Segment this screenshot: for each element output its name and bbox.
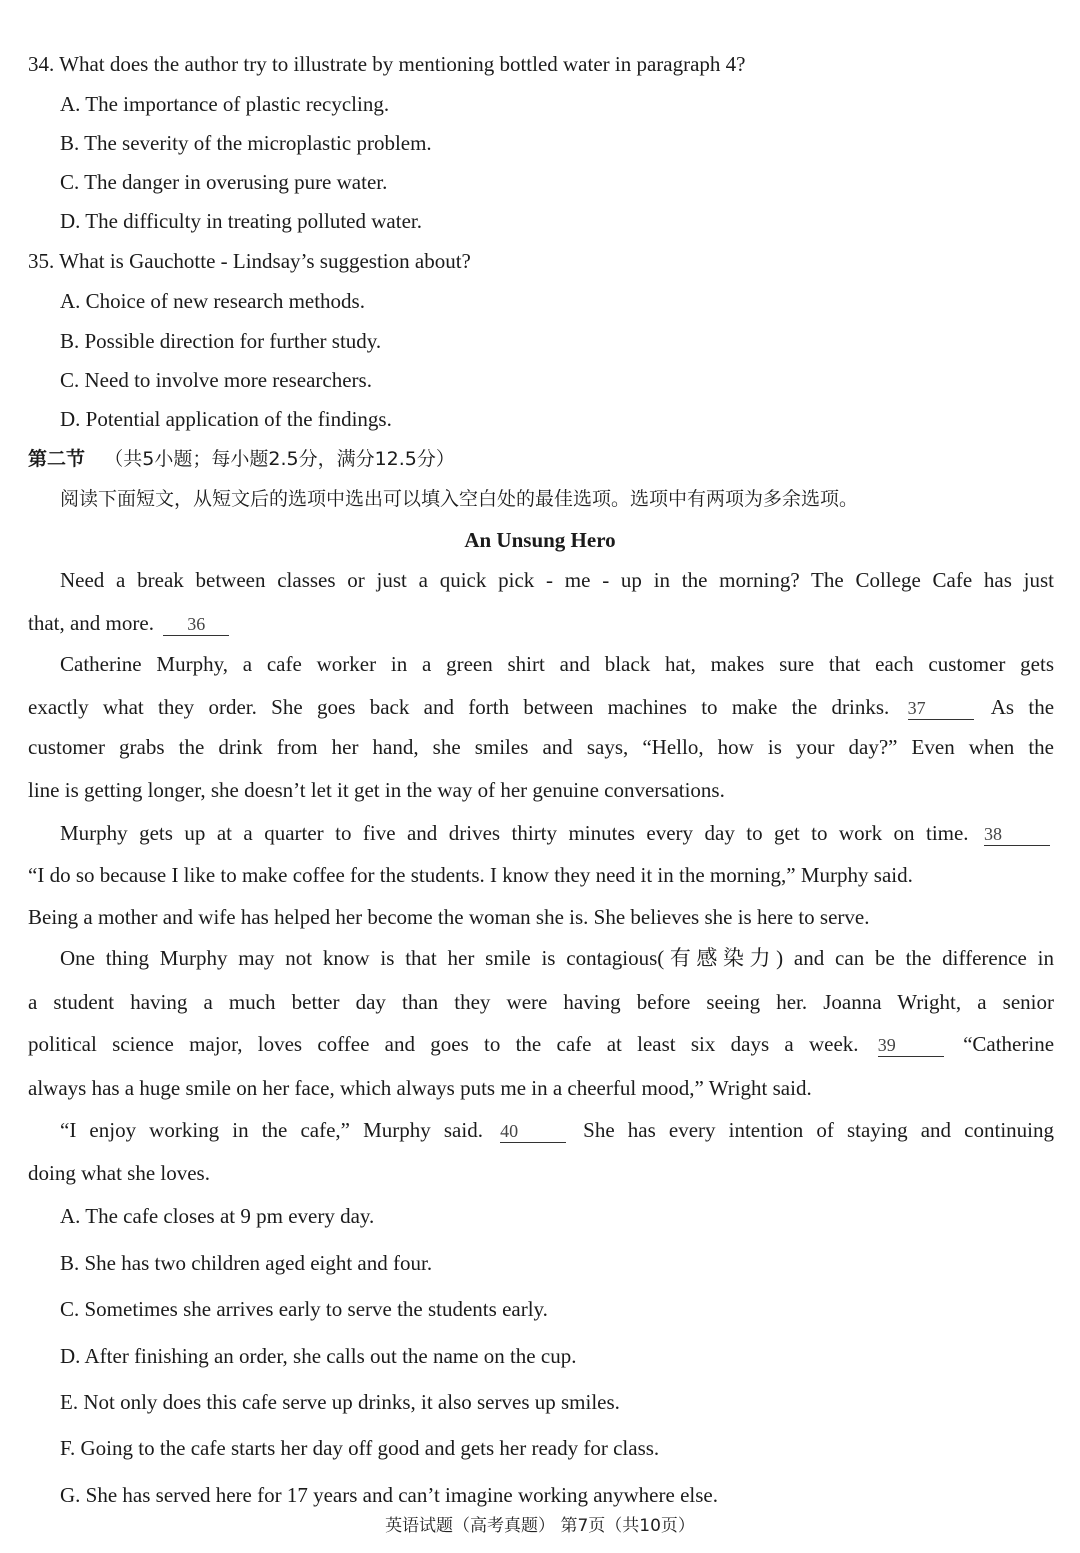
p5-line1 [60, 1116, 1054, 1144]
p1-line2 [28, 609, 1054, 637]
q34-option-a: A. The importance of plastic recycling. [60, 92, 390, 116]
p2-line2 [28, 693, 1054, 721]
p2-line1: Catherine Murphy, a cafe worker in a green shirt and black hat, makes sure that each customer gets [60, 652, 1054, 676]
p4-line1: One thing Murphy may not know is that her smile is contagious(有感染力) and can be the difference in [60, 946, 1054, 970]
p2-line3: customer grabs the drink from her hand, she smiles and says, “Hello, how is your day?” Even when the [28, 735, 1054, 759]
p3-line1-text: Murphy gets up at a quarter to five and drives thirty minutes every day to get to work on time. [60, 821, 969, 845]
section-instruction: 阅读下面短文，从短文后的选项中选出可以填入空白处的最佳选项。选项中有两项为多余选项。 [60, 488, 859, 510]
choice-b: B. She has two children aged eight and four. [60, 1251, 433, 1275]
passage-title: An Unsung Hero [464, 528, 616, 552]
p4-line3 [28, 1030, 1054, 1058]
page-footer: 英语试题（高考真题） 第7页（共10页） [385, 1516, 695, 1536]
blank-38[interactable]: 38 [984, 823, 1050, 846]
q35-option-a: A. Choice of new research methods. [60, 289, 365, 313]
q35-option-b: B. Possible direction for further study. [60, 329, 382, 353]
choice-d: D. After finishing an order, she calls out the name on the cup. [60, 1344, 577, 1368]
p3-line3: Being a mother and wife has helped her become the woman she is. She believes she is here to serve. [28, 905, 870, 929]
p4-line4: always has a huge smile on her face, which always puts me in a cheerful mood,” Wright said. [28, 1076, 812, 1100]
p1-line2-text: that, and more. [28, 611, 154, 635]
q34-stem: 34. What does the author try to illustrate by mentioning bottled water in paragraph 4? [28, 52, 746, 76]
q34-option-c: C. The danger in overusing pure water. [60, 170, 388, 194]
p1-line1: Need a break between classes or just a quick pick - me - up in the morning? The College Cafe has just [60, 568, 1054, 592]
blank-37[interactable]: 37 [908, 697, 974, 720]
p5-line1-text-a: “I enjoy working in the cafe,” Murphy said. [60, 1118, 483, 1142]
choice-c: C. Sometimes she arrives early to serve the students early. [60, 1297, 548, 1321]
p5-line1-text-b: She has every intention of staying and continuing [583, 1118, 1054, 1142]
q34-option-d: D. The difficulty in treating polluted water. [60, 209, 422, 233]
p2-line2-text-b: As the [990, 695, 1055, 719]
section-header [28, 444, 1054, 473]
p3-line1 [60, 819, 1054, 847]
choice-e: E. Not only does this cafe serve up drinks, it also serves up smiles. [60, 1390, 620, 1414]
p4-line2: a student having a much better day than they were having before seeing her. Joanna Wright, a senior [28, 990, 1054, 1014]
p5-line2: doing what she loves. [28, 1161, 210, 1185]
choice-f: F. Going to the cafe starts her day off good and gets her ready for class. [60, 1436, 660, 1460]
p4-line3-text-b: “Catherine [963, 1032, 1055, 1056]
q35-stem: 35. What is Gauchotte - Lindsay’s suggestion about? [28, 249, 471, 273]
p4-line3-text-a: political science major, loves coffee and goes to the cafe at least six days a week. [28, 1032, 859, 1056]
q35-option-c: C. Need to involve more researchers. [60, 368, 372, 392]
blank-36[interactable]: 36 [163, 613, 229, 636]
blank-40[interactable]: 40 [500, 1120, 566, 1143]
section-points: （共5小题；每小题2.5分，满分12.5分） [104, 448, 455, 470]
q35-option-d: D. Potential application of the findings. [60, 407, 392, 431]
blank-39[interactable]: 39 [878, 1034, 944, 1057]
choice-a: A. The cafe closes at 9 pm every day. [60, 1204, 375, 1228]
p2-line2-text-a: exactly what they order. She goes back and forth between machines to make the drinks. [28, 695, 890, 719]
q34-option-b: B. The severity of the microplastic problem. [60, 131, 432, 155]
p3-line2: “I do so because I like to make coffee for the students. I know they need it in the morning,” Murphy said. [28, 863, 913, 887]
section-heading: 第二节 [28, 448, 86, 470]
choice-g: G. She has served here for 17 years and can’t imagine working anywhere else. [60, 1483, 718, 1507]
p2-line4: line is getting longer, she doesn’t let it get in the way of her genuine conversations. [28, 778, 725, 802]
